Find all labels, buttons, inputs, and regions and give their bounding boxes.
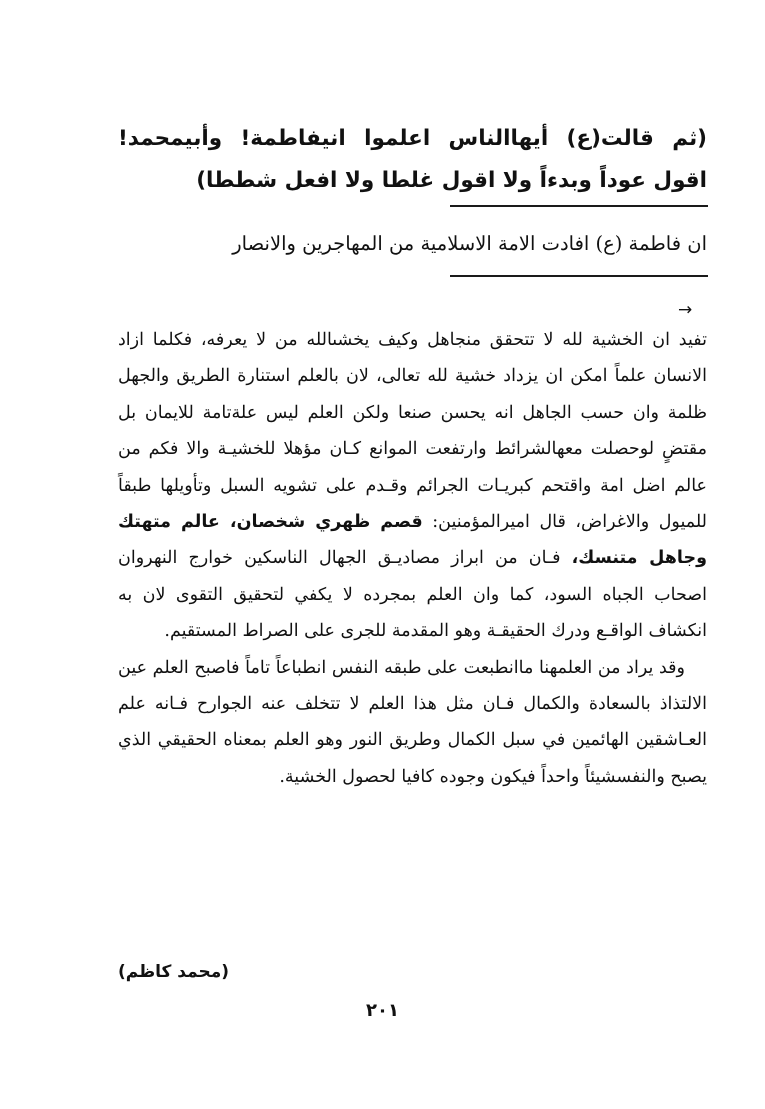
paragraph-1-part-1: تفيد ان الخشية لله لا تتحقق منجاهل وكيف يخشىالله من لا يعرفه، فكلما ازاد الانسان علماً امكن ان يزداد خشية لله تعالى، لان بالعلم استنارة الطريق والجهل ظلمة وان حسب الجاهل انه يحسن صنعا ولكن العلم ليس علةتامة للايمان بل مقتضٍ لوحصلت معهالشرائط وارتفعت الموانع كـان مؤهلا للخشيـة والا فكم من عالم اضل امة واقتحم كبريـات الجرائم وقـدم على تشويه السبل وتأويلها طبقاً للميول والاغراض، قال اميرالمؤمنين: [118, 330, 707, 533]
paragraph-2: وقد يراد من العلمهنا ماانطبعت على طبقه النفس انطباعاً تاماً فاصبح العلم عين الالتذاذ بالسعادة والكمال فـان مثل هذا العلم لا تتخلف عنه الجوارح فـانه علم العـاشقين الهائمين في سبل الكمال وطريق النور وهو العلم بمعناه الحقيقي الذي يصبح والنفسشيئاً واحداً فيكون وجوده كافيا لحصول الخشية. [118, 657, 707, 787]
paragraph-1-part-2: فـان من ابراز مصاديـق الجهال الناسكين خوارج النهروان اصحاب الجباه السود، كما وان العلم بمجرده لا يكفي لتحقيق التقوى لان به انكشاف الواقـع ودرك الحقيقـة وهو المقدمة للجرى على الصراط المستقيم. [118, 548, 707, 642]
divider-top [450, 205, 708, 207]
paragraph-1 [118, 322, 707, 650]
quote-heading: (ثم قالت(ع) أيهاالناس اعلموا انيفاطمة! وأبيمحمد! اقول عوداً وبدءاً ولا اقول غلطا ولا افعل شططا) [118, 126, 707, 193]
page-number: ٢٠١ [366, 1000, 399, 1021]
summary-line: ان فاطمة (ع) افادت الامة الاسلامية من المهاجرين والانصار [232, 232, 707, 255]
body-text [118, 322, 707, 795]
arrow-icon: → [678, 300, 693, 320]
divider-bottom [450, 275, 708, 277]
emphasized-quote: قصم ظهري شخصان، عالم متهتك وجاهل متنسك، [118, 512, 707, 569]
author-signature: (محمد كاظم) [118, 962, 230, 982]
